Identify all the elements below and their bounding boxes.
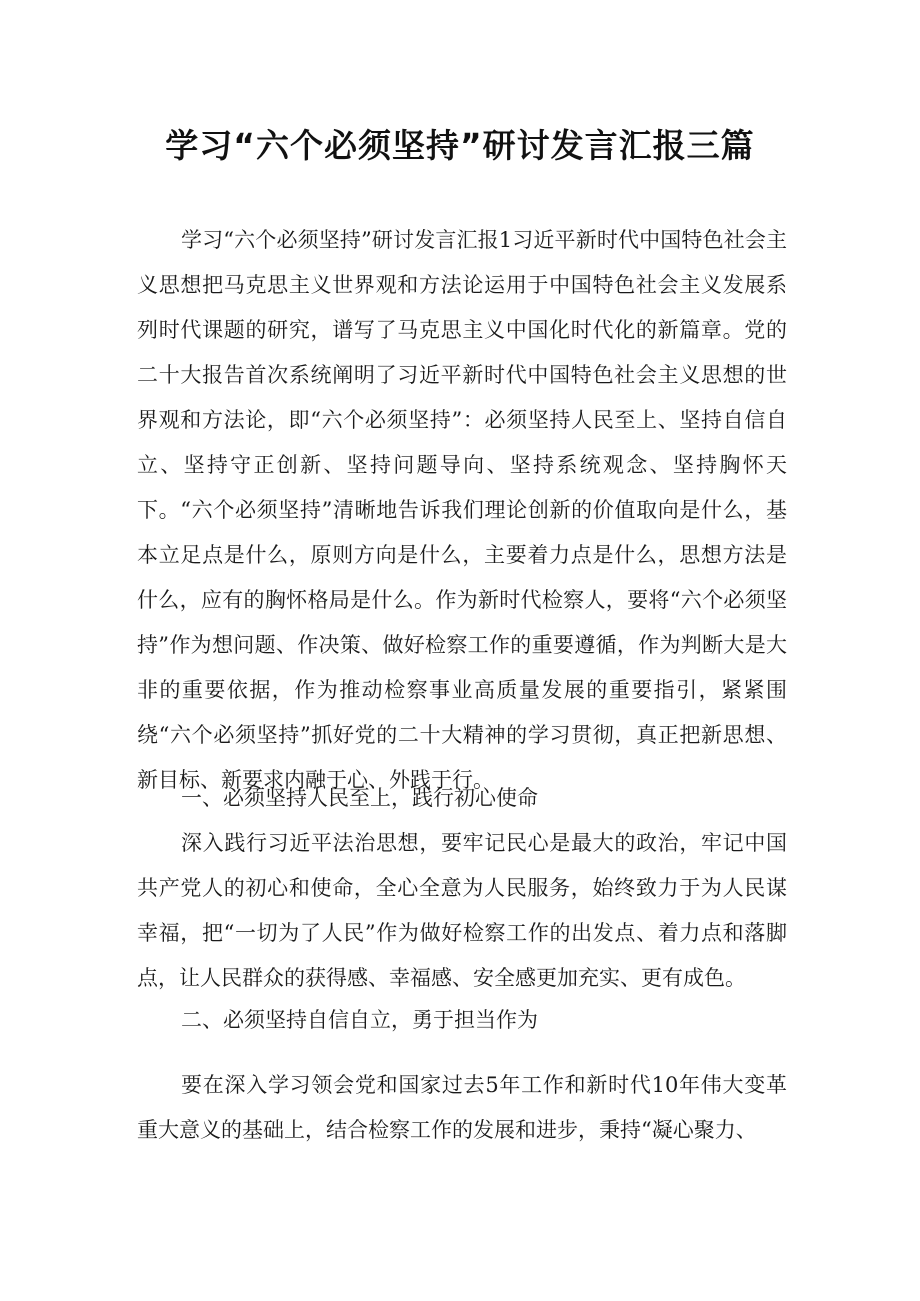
intro-paragraph: 学习“六个必须坚持”研讨发言汇报1习近平新时代中国特色社会主义思想把马克思主义世界观和方法论运用于中国特色社会主义发展系列时代课题的研究，谱写了马克思主义中国化时代化的新篇章。党的二十大报告首次系统阐明了习近平新时代中国特色社会主义思想的世界观和方法论，即“六个必须坚持”：必须坚持人民至上、坚持自信自立、坚持守正创新、坚持问题导向、坚持系统观念、坚持胸怀天下。“六个必须坚持”清晰地告诉我们理论创新的价值取向是什么，基本立足点是什么，原则方向是什么，主要着力点是什么，思想方法是什么，应有的胸怀格局是什么。作为新时代检察人，要将“六个必须坚持”作为想问题、作决策、做好检察工作的重要遵循，作为判断大是大非的重要依据，作为推动检察事业高质量发展的重要指引，紧紧围绕“六个必须坚持”抓好党的二十大精神的学习贯彻，真正把新思想、新目标、新要求内融于心、外践于行。 [137, 228, 787, 792]
section-heading-2: 二、必须坚持自信自立，勇于担当作为 [181, 1008, 538, 1032]
document-title: 学习“六个必须坚持”研讨发言汇报三篇 [165, 126, 755, 165]
section-paragraph-1: 深入践行习近平法治思想，要牢记民心是最大的政治，牢记中国共产党人的初心和使命，全心全意为人民服务，始终致力于为人民谋幸福，把“一切为了人民”作为做好检察工作的出发点、着力点和落脚点，让人民群众的获得感、幸福感、安全感更加充实、更有成色。 [137, 831, 787, 990]
section-paragraph-2: 要在深入学习领会党和国家过去5年工作和新时代10年伟大变革重大意义的基础上，结合检察工作的发展和进步，秉持“凝心聚力、 [137, 1073, 787, 1142]
section-heading-1: 一、必须坚持人民至上，践行初心使命 [181, 786, 538, 810]
